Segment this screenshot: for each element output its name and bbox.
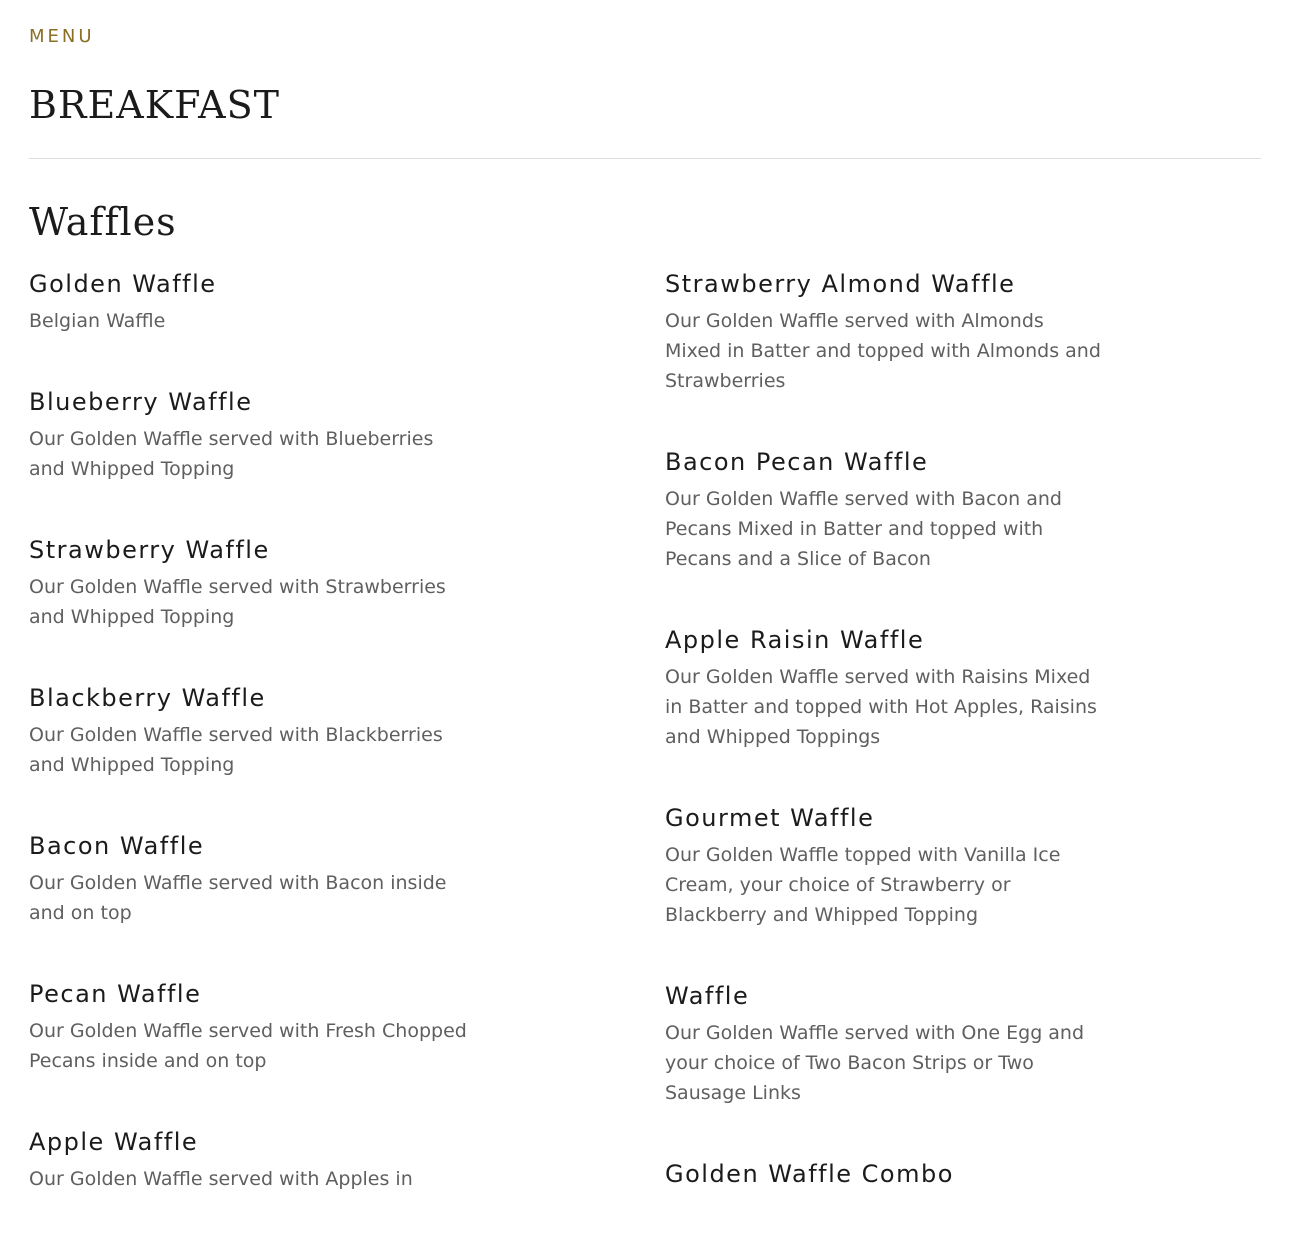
menu-item-description: Our Golden Waffle served with Raisins Mixed in Batter and topped with Hot Apples, Raisins and Whipped Toppings xyxy=(665,666,1097,748)
section-title-waffles: Waffles xyxy=(29,200,177,244)
menu-item-name: Gourmet Waffle xyxy=(665,804,875,832)
menu-item-name: Blueberry Waffle xyxy=(29,388,253,416)
menu-item xyxy=(29,978,469,1076)
menu-item xyxy=(29,386,469,484)
menu-item xyxy=(665,268,1105,396)
menu-item xyxy=(665,1158,1105,1190)
menu-item xyxy=(29,268,469,336)
menu-item xyxy=(29,682,469,780)
menu-item-description: Our Golden Waffle topped with Vanilla Ice Cream, your choice of Strawberry or Blackberry and Whipped Topping xyxy=(665,844,1061,926)
menu-item-name: Golden Waffle Combo xyxy=(665,1160,954,1188)
menu-item-description: Our Golden Waffle served with Apples in xyxy=(29,1168,413,1190)
menu-item-name: Blackberry Waffle xyxy=(29,684,266,712)
menu-item-name: Apple Waffle xyxy=(29,1128,199,1156)
menu-item xyxy=(29,1126,469,1194)
menu-item-name: Strawberry Almond Waffle xyxy=(665,270,1016,298)
menu-item-name: Apple Raisin Waffle xyxy=(665,626,925,654)
menu-item xyxy=(665,446,1105,574)
menu-item xyxy=(665,802,1105,930)
menu-item-description: Our Golden Waffle served with Blueberries and Whipped Topping xyxy=(29,428,434,480)
menu-item-name: Bacon Pecan Waffle xyxy=(665,448,929,476)
menu-eyebrow: MENU xyxy=(29,26,95,47)
header-divider xyxy=(29,158,1261,159)
menu-item xyxy=(29,534,469,632)
menu-item-name: Golden Waffle xyxy=(29,270,217,298)
menu-item-description: Our Golden Waffle served with Strawberries and Whipped Topping xyxy=(29,576,446,628)
menu-column-left xyxy=(29,268,469,1244)
menu-item-description: Our Golden Waffle served with Bacon and Pecans Mixed in Batter and topped with Pecans and a Slice of Bacon xyxy=(665,488,1062,570)
page-title: BREAKFAST xyxy=(29,83,280,127)
menu-item xyxy=(29,830,469,928)
menu-item-description: Our Golden Waffle served with Blackberries and Whipped Topping xyxy=(29,724,443,776)
menu-item-description: Belgian Waffle xyxy=(29,310,166,332)
menu-item-description: Our Golden Waffle served with Fresh Chopped Pecans inside and on top xyxy=(29,1020,467,1072)
menu-item-name: Bacon Waffle xyxy=(29,832,205,860)
menu-item xyxy=(665,980,1105,1108)
menu-item-name: Strawberry Waffle xyxy=(29,536,270,564)
menu-item-name: Waffle xyxy=(665,982,750,1010)
menu-item xyxy=(665,624,1105,752)
menu-column-right xyxy=(665,268,1105,1240)
menu-item-name: Pecan Waffle xyxy=(29,980,202,1008)
menu-item-description: Our Golden Waffle served with One Egg and your choice of Two Bacon Strips or Two Sausage Links xyxy=(665,1022,1085,1104)
menu-item-description: Our Golden Waffle served with Bacon inside and on top xyxy=(29,872,447,924)
menu-item-description: Our Golden Waffle served with Almonds Mixed in Batter and topped with Almonds and Strawberries xyxy=(665,310,1101,392)
